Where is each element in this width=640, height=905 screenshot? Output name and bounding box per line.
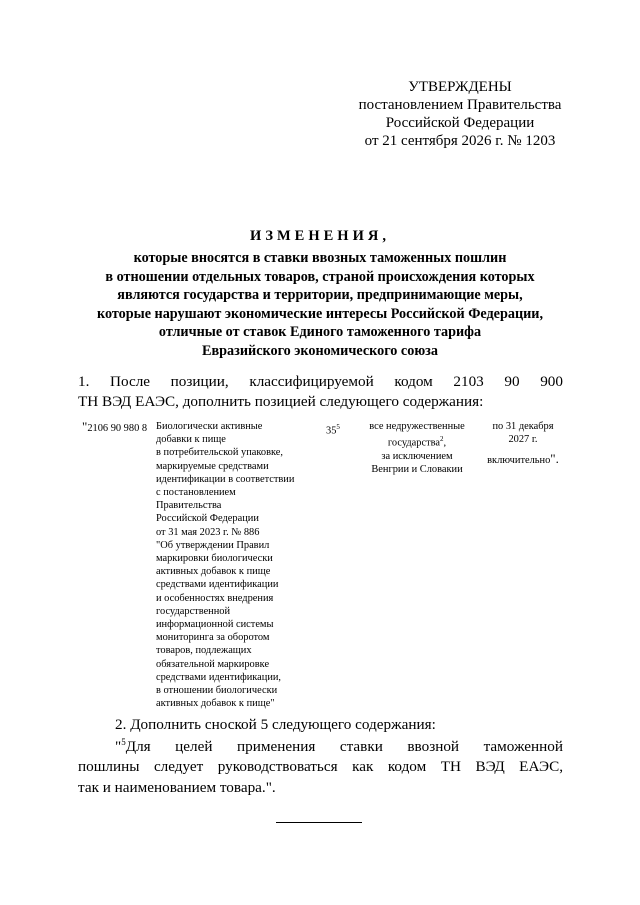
- goods-description-cell: [156, 420, 321, 710]
- tariff-code: 2106 90 980 8: [87, 423, 148, 434]
- term-line: включительно: [487, 455, 551, 467]
- paragraph-1-line-2: ТН ВЭД ЕАЭС, дополнить позицией следующего содержания:: [78, 393, 484, 410]
- description-line: и особенностях внедрения: [156, 592, 274, 604]
- term-line: по 31 декабря: [492, 421, 554, 432]
- approval-authority: Российской Федерации: [385, 115, 535, 131]
- duty-rate-cell: [326, 421, 340, 438]
- subtitle-line: отличные от ставок Единого таможенного тарифа: [158, 324, 482, 341]
- footnote-line-3: так и наименованием товара.".: [78, 779, 276, 796]
- approval-date: от 21 сентября 2026 г. № 1203: [364, 133, 556, 149]
- validity-term-cell: [478, 420, 568, 468]
- description-line: маркируемые средствами: [156, 460, 269, 472]
- description-line: активных добавок к пище": [156, 698, 275, 710]
- country-line: все недружественные: [369, 421, 465, 432]
- description-line: активных добавок к пище: [156, 566, 271, 578]
- description-line: идентификации в соответствии: [156, 473, 295, 485]
- subtitle-line: в отношении отдельных товаров, страной происхождения которых: [105, 268, 535, 285]
- end-rule: [276, 822, 362, 823]
- paragraph-1-line-1: 1. После позиции, классифицируемой кодом 2103 90 900: [78, 373, 563, 390]
- duty-rate: 35: [326, 425, 337, 437]
- footnote-ref: 5: [336, 423, 340, 431]
- subtitle-line: которые нарушают экономические интересы Российской Федерации,: [96, 305, 544, 322]
- description-line: информационной системы: [156, 619, 274, 631]
- description-line: маркировки биологически: [156, 553, 273, 565]
- description-line: в отношении биологически: [156, 685, 278, 697]
- description-line: в потребительской упаковке,: [156, 447, 283, 459]
- description-line: добавки к пище: [156, 434, 226, 446]
- term-line: 2027 г.: [508, 434, 538, 446]
- description-line: Правительства: [156, 500, 222, 512]
- open-quote: ": [82, 419, 88, 434]
- approval-decree: постановлением Правительства: [358, 97, 562, 113]
- approval-title: УТВЕРЖДЕНЫ: [408, 79, 512, 95]
- description-line: средствами идентификации: [156, 579, 279, 591]
- close-quote: ".: [550, 451, 559, 467]
- document-subtitle: [40, 249, 600, 361]
- tariff-code-cell: [82, 420, 147, 435]
- description-line: обязательной маркировке: [156, 658, 270, 670]
- approval-block: [340, 78, 580, 150]
- description-line: Биологически активные: [156, 421, 263, 432]
- description-line: с постановлением: [156, 487, 236, 499]
- description-line: Российской Федерации: [156, 513, 259, 525]
- description-line: мониторинга за оборотом: [156, 632, 270, 644]
- country-line: Венгрии и Словакии: [371, 464, 463, 476]
- description-line: от 31 мая 2023 г. № 886: [156, 526, 260, 538]
- footnote-open-quote: ": [115, 738, 122, 756]
- footnote-marker: 5: [121, 737, 126, 747]
- subtitle-line: являются государства и территории, предпринимающие меры,: [117, 287, 523, 304]
- description-line: государственной: [156, 605, 231, 617]
- country-line: за исключением: [381, 450, 453, 462]
- subtitle-line: которые вносятся в ставки ввозных таможенных пошлин: [133, 250, 507, 266]
- footnote-line-2: пошлины следует руководствоваться как кодом ТН ВЭД ЕАЭС,: [78, 758, 563, 775]
- footnote-text: Для целей применения ставки ввозной таможенной: [125, 738, 563, 756]
- footnote-ref: 2: [440, 435, 444, 444]
- country-line: государства: [387, 437, 440, 449]
- description-line: средствами идентификации,: [156, 671, 282, 683]
- paragraph-2: 2. Дополнить сноской 5 следующего содержания:: [115, 716, 436, 733]
- description-line: товаров, подлежащих: [156, 645, 252, 657]
- document-title: ИЗМЕНЕНИЯ,: [250, 228, 390, 244]
- country-cell: все недружественные государства$^2$, за исключением Венгрии и Словакии: [362, 420, 472, 476]
- footnote-line-1: [115, 737, 563, 756]
- description-line: "Об утверждении Правил: [156, 539, 270, 551]
- subtitle-line: Евразийского экономического союза: [202, 342, 438, 359]
